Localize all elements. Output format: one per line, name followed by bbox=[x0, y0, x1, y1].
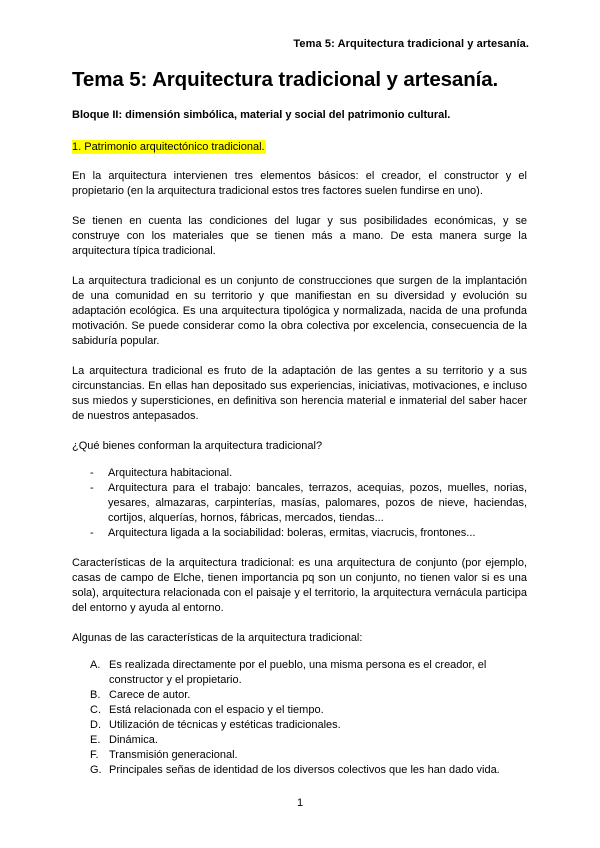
list-item: C. Está relacionada con el espacio y el tiempo. bbox=[90, 704, 324, 716]
dash-bullet: - bbox=[90, 467, 94, 479]
list-marker: D. bbox=[90, 719, 101, 731]
body-content bbox=[72, 169, 527, 778]
paragraph: La arquitectura tradicional es un conjunto de construcciones que surgen de la implantación de una comunidad en su territorio y que manifiestan en su diversidad y evolución su adaptación ecológica. Es una arquitectura tipológica y normalizada, nacida de una profunda motivación. Se puede considerar como la obra colectiva por excelencia, consecuencia de la sabiduría popular. bbox=[72, 275, 527, 347]
list-marker: C. bbox=[90, 704, 101, 716]
dash-bullet: - bbox=[90, 527, 94, 539]
list-item: - Arquitectura habitacional. bbox=[90, 467, 233, 479]
goods-list bbox=[72, 466, 527, 541]
running-header: Tema 5: Arquitectura tradicional y artesanía. bbox=[293, 38, 529, 50]
paragraph: En la arquitectura intervienen tres elementos básicos: el creador, el constructor y el propietario (en la arquitectura tradicional estos tres factores suelen fundirse en uno). bbox=[72, 170, 527, 197]
block-heading: Bloque II: dimensión simbólica, material y social del patrimonio cultural. bbox=[72, 109, 451, 121]
list-item: - Arquitectura ligada a la sociabilidad: boleras, ermitas, viacrucis, frontones... bbox=[90, 527, 476, 539]
characteristics-intro: Algunas de las características de la arquitectura tradicional: bbox=[72, 632, 363, 644]
characteristics-list bbox=[72, 658, 527, 778]
characteristics-paragraph: Características de la arquitectura tradicional: es una arquitectura de conjunto (por ejemplo, casas de campo de Elche, tienen importancia pq son un conjunto, no tienen valor si es una sola), arquitectura relacionada con el paisaje y el territorio, la arquitectura vernácula participa del entorno y ayuda al entorno. bbox=[72, 557, 527, 614]
dash-bullet: - bbox=[90, 482, 94, 494]
list-marker: E. bbox=[90, 734, 101, 746]
paragraph: La arquitectura tradicional es fruto de la adaptación de las gentes a su territorio y a sus circunstancias. En ellas han depositado sus experiencias, iniciativas, motivaciones, e incluso sus miedos y supersticiones, en definitiva son herencia material e inmaterial del saber hacer de nuestros antepasados. bbox=[72, 365, 527, 422]
page-title: Tema 5: Arquitectura tradicional y artesanía. bbox=[72, 68, 499, 91]
list-item: B. Carece de autor. bbox=[90, 689, 191, 701]
list-item: F. Transmisión generacional. bbox=[90, 749, 238, 761]
paragraph: Se tienen en cuenta las condiciones del lugar y sus posibilidades económicas, y se construye con los materiales que se tienen más a mano. De esta manera surge la arquitectura típica tradicional. bbox=[72, 215, 527, 257]
list-marker: A. bbox=[90, 659, 101, 671]
list-item: A. Es realizada directamente por el pueblo, una misma persona es el creador, el constructor y el propietario. bbox=[90, 659, 487, 686]
question-text: ¿Qué bienes conforman la arquitectura tradicional? bbox=[72, 440, 323, 452]
list-item: E. Dinámica. bbox=[90, 734, 158, 746]
section-heading-highlighted: 1. Patrimonio arquitectónico tradicional. bbox=[72, 141, 265, 153]
list-marker: F. bbox=[90, 749, 99, 761]
list-item: - Arquitectura para el trabajo: bancales, terrazos, acequias, pozos, muelles, norias, yesares, almazaras, carpinterías, masías, palomares, pozos de nieve, haciendas, cortijos, alquerías, hornos, fábricas, mercados, tiendas... bbox=[90, 482, 527, 524]
page-number: 1 bbox=[296, 797, 304, 809]
list-marker: G. bbox=[90, 764, 102, 776]
list-item: D. Utilización de técnicas y estéticas tradicionales. bbox=[90, 719, 341, 731]
list-marker: B. bbox=[90, 689, 101, 701]
list-item: G. Principales señas de identidad de los diversos colectivos que les han dado vida. bbox=[90, 764, 500, 776]
